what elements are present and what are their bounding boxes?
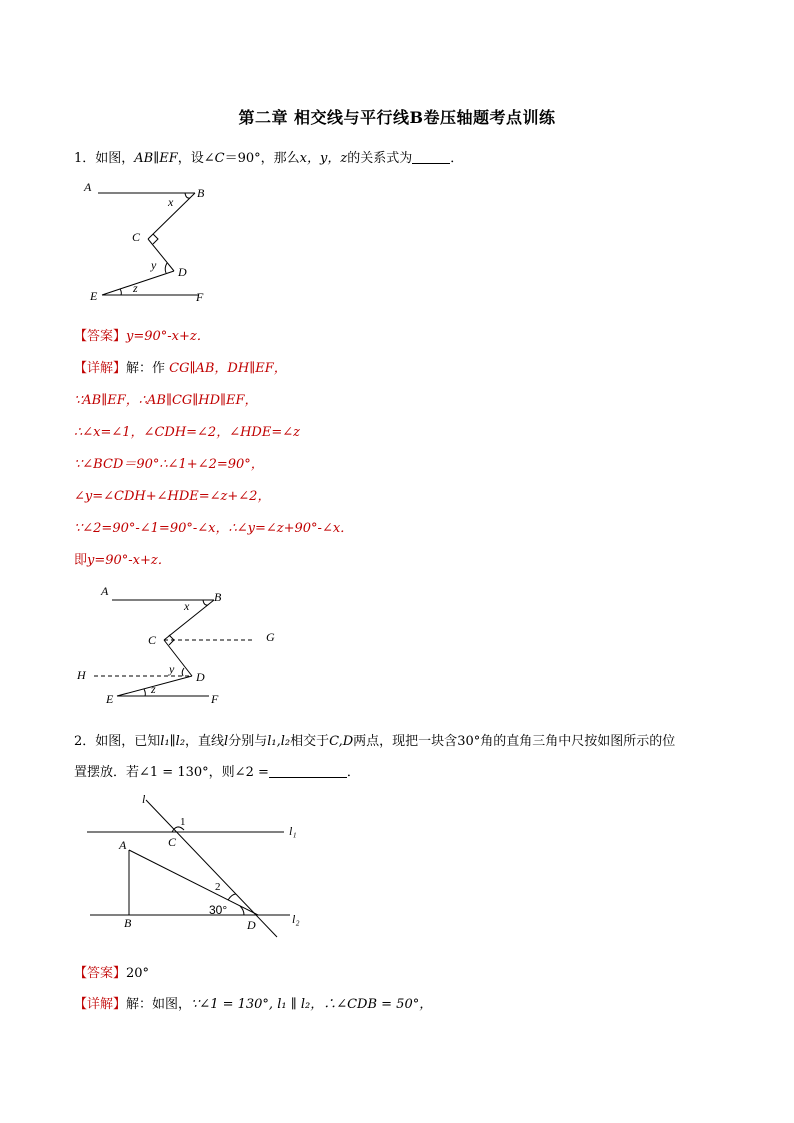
angle-z-arc — [144, 689, 145, 696]
detail-tag: 【详解】 — [74, 361, 127, 376]
label-d: D — [196, 670, 205, 684]
label-d: D — [247, 918, 256, 932]
q1-suffix: 的关系式为 — [347, 151, 413, 166]
q1-end: ． — [450, 151, 464, 166]
q2-text: ，直线 — [185, 734, 225, 749]
q1-prefix: 1．如图， — [74, 151, 135, 166]
label-e: E — [106, 692, 114, 706]
answer-blank — [269, 763, 347, 778]
q1-mid: ，设∠ — [177, 151, 215, 166]
label-c: C — [168, 835, 177, 849]
label-x: x — [168, 195, 174, 209]
detail-1-line-3: ∴∠x=∠1，∠CDH=∠2，∠HDE=∠z — [74, 425, 300, 440]
q2-text: 两点，现把一块含 — [353, 734, 458, 749]
triangle-side-ad — [129, 850, 258, 915]
q2-30deg: 30° — [457, 734, 481, 749]
figure-1 — [80, 175, 220, 305]
q2-text: 角的直角三角中尺按如图所示的位 — [480, 734, 676, 749]
question-1 — [74, 147, 463, 166]
q2-angle1: ∠1 = 130° — [139, 765, 209, 780]
q2-end: ． — [346, 765, 360, 780]
label-x: x — [184, 599, 190, 613]
label-f: F — [196, 290, 204, 304]
label-b: B — [124, 916, 132, 930]
label-a: A — [101, 584, 109, 598]
label-l2: l₂ — [292, 912, 300, 926]
figure-2 — [72, 582, 292, 712]
q2-line-l: l — [224, 734, 229, 749]
detail-2-line-1 — [74, 993, 432, 1012]
answer-2 — [74, 962, 149, 981]
angle-y-arc — [165, 263, 167, 273]
answer-tag: 【答案】 — [74, 329, 127, 344]
q1-angle-c: C — [214, 151, 225, 166]
angle-x-arc — [203, 600, 208, 605]
angle-x-arc — [185, 193, 190, 198]
label-a: A — [119, 838, 127, 852]
detail-text-red: 即 — [74, 553, 88, 568]
label-f: F — [211, 692, 219, 706]
detail-1-line-4: ∵∠BCD＝90°∴∠1+∠2=90°， — [74, 457, 264, 472]
q1-vars: x，y，z — [299, 151, 348, 166]
detail-text: 解：作 — [126, 361, 170, 376]
q2-text: ，则 — [208, 765, 235, 780]
angle-2-arc — [228, 894, 236, 900]
segment-de — [102, 271, 174, 295]
answer-blank — [412, 149, 450, 164]
detail-text: 解：如图， — [126, 997, 192, 1012]
label-angle-1: 1 — [180, 816, 186, 828]
label-z: z — [151, 682, 156, 696]
detail-tag: 【详解】 — [74, 997, 127, 1012]
label-l1: l₁ — [289, 824, 297, 838]
detail-text-red: y=90°-x+z． — [87, 553, 171, 568]
page-title: 第二章 相交线与平行线B卷压轴题考点训练 — [238, 108, 556, 127]
detail-1-line-2: ∵AB∥EF，∴AB∥CG∥HD∥EF， — [74, 393, 258, 408]
label-a: A — [84, 180, 92, 194]
detail-text: ∵∠1 = 130°, l₁ ∥ l₂，∴∠CDB = 50°， — [191, 997, 433, 1012]
question-2-line-2 — [74, 761, 360, 780]
label-h: H — [77, 668, 86, 682]
q2-text: 2．如图，已知 — [74, 734, 161, 749]
detail-1-line-5: ∠y=∠CDH+∠HDE=∠z+∠2， — [74, 489, 271, 504]
q2-text: 分别与 — [228, 734, 268, 749]
label-c: C — [148, 633, 157, 647]
label-g: G — [266, 630, 275, 644]
detail-1-line-1 — [74, 357, 287, 376]
label-30-degrees: 30° — [209, 903, 228, 917]
q1-eq: ＝90°，那么 — [224, 151, 300, 166]
answer-tag: 【答案】 — [74, 966, 127, 981]
label-b: B — [197, 186, 205, 200]
label-z: z — [133, 281, 138, 295]
q2-parallel: l₁∥l₂ — [160, 734, 186, 749]
detail-1-line-7 — [74, 549, 171, 568]
label-y: y — [151, 258, 157, 272]
right-angle-mark — [153, 234, 158, 244]
q2-angle2: ∠2 = — [234, 765, 269, 780]
figure-3 — [80, 790, 320, 940]
label-l: l — [142, 792, 146, 806]
q2-text: 置摆放．若 — [74, 765, 140, 780]
angle-y-arc — [182, 668, 184, 676]
label-e: E — [90, 289, 98, 303]
label-b: B — [214, 590, 222, 604]
label-angle-2: 2 — [215, 881, 221, 893]
angle-z-arc — [120, 289, 121, 295]
q2-lines: l₁,l₂ — [267, 734, 291, 749]
detail-1-line-6: ∵∠2=90°-∠1=90°-∠x，∴∠y=∠z+90°-∠x． — [74, 521, 354, 536]
q2-text: 相交于 — [290, 734, 330, 749]
label-c: C — [132, 230, 141, 244]
q1-condition: AB∥EF — [134, 151, 178, 166]
q2-points: C,D — [329, 734, 354, 749]
label-y: y — [169, 662, 175, 676]
answer-1 — [74, 325, 210, 344]
question-2-line-1 — [74, 730, 675, 749]
detail-text-red: CG∥AB，DH∥EF， — [169, 361, 287, 376]
answer-value: y=90°-x+z． — [126, 329, 210, 344]
label-d: D — [178, 265, 187, 279]
answer-value: 20° — [126, 966, 150, 981]
